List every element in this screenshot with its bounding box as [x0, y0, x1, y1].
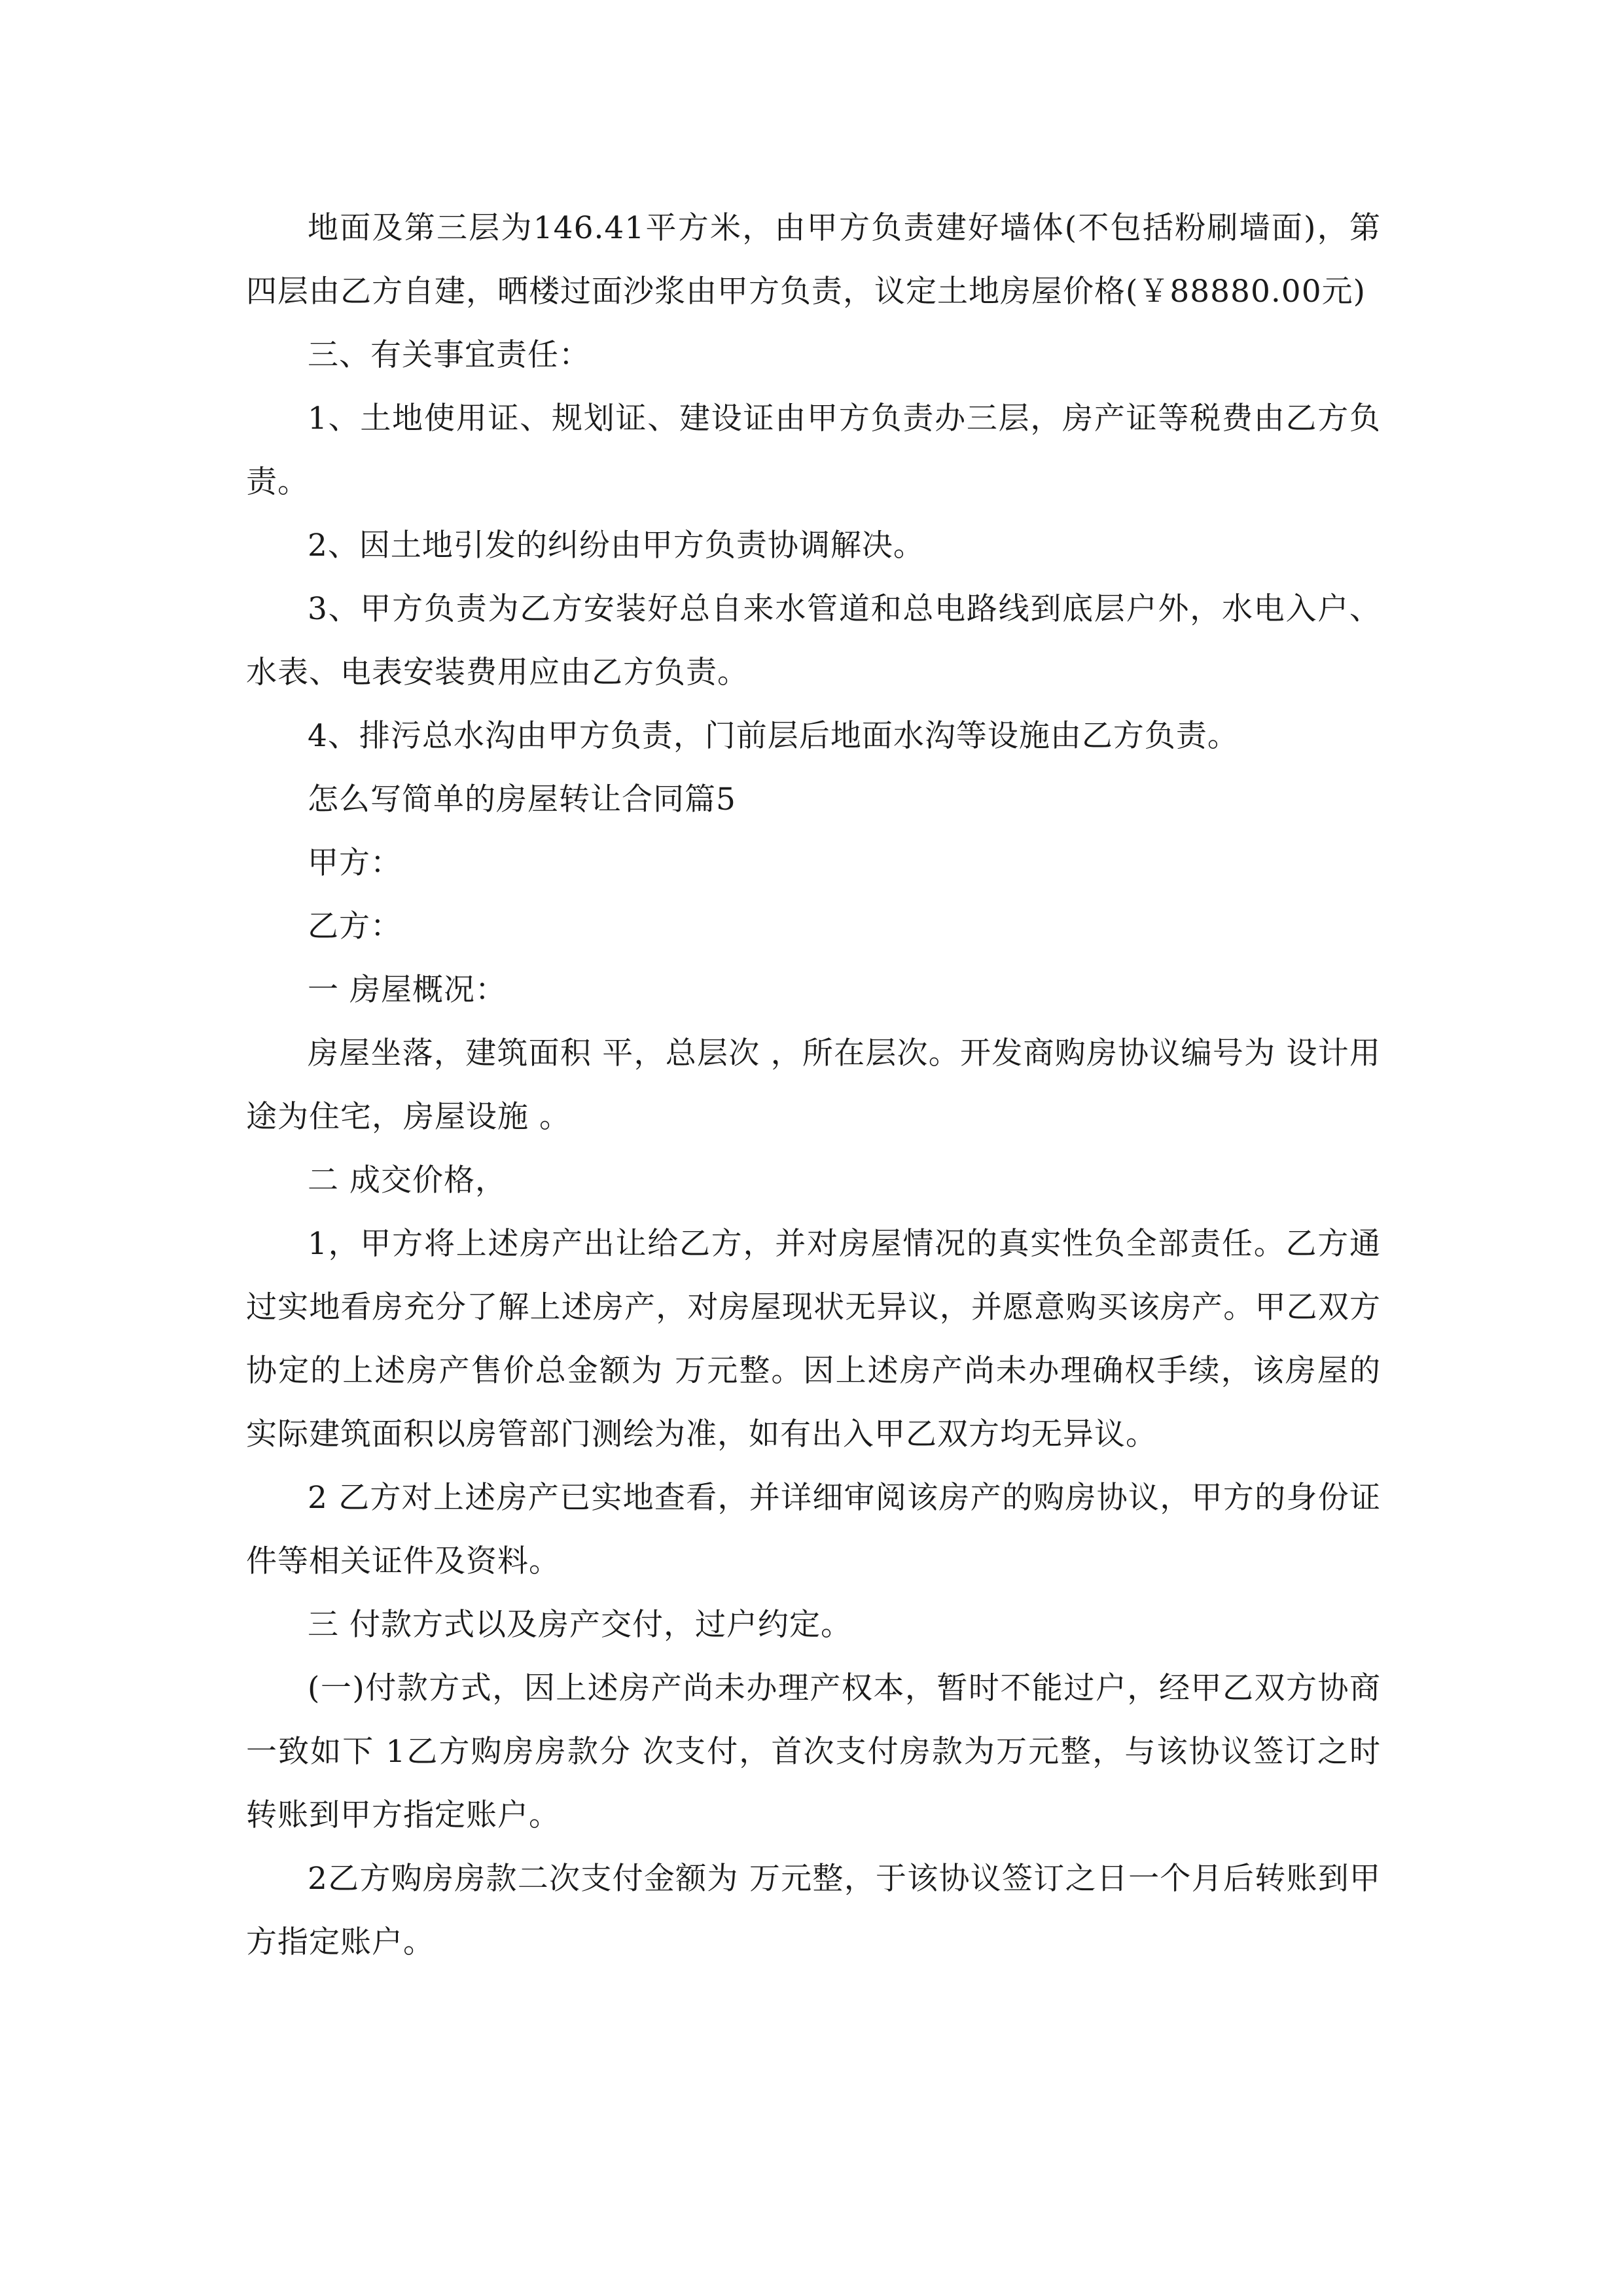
section-heading-responsibilities: 三、有关事宜责任：: [308, 337, 590, 373]
paragraph-clause-4: 4、排污总水沟由甲方负责，门前层后地面水沟等设施由乙方负责。: [308, 718, 1239, 754]
document-body: [246, 196, 1381, 1974]
section-heading-payment: 三 付款方式以及房产交付，过户约定。: [308, 1607, 852, 1643]
paragraph-payment-method: (一)付款方式，因上述房产尚未办理产权本，暂时不能过户，经甲乙双方协商一致如下 1乙方购房房款分 次支付，首次支付房款为万元整，与该协议签订之时转账到甲方指定账户。: [246, 1670, 1381, 1833]
paragraph-land-floor-price: 地面及第三层为146.41平方米，由甲方负责建好墙体(不包括粉刷墙面)，第四层由乙方自建，晒楼过面沙浆由甲方负责，议定土地房屋价格(￥88880.00元): [246, 210, 1381, 310]
article-title: 怎么写简单的房屋转让合同篇5: [308, 781, 736, 817]
section-heading-house-overview: 一 房屋概况：: [308, 972, 507, 1008]
paragraph-house-overview: 房屋坐落，建筑面积 平，总层次 ，所在层次。开发商购房协议编号为 设计用途为住宅，房屋设施 。: [246, 1035, 1381, 1135]
paragraph-clause-2: 2、因土地引发的纠纷由甲方负责协调解决。: [308, 528, 925, 564]
section-heading-price: 二 成交价格，: [308, 1162, 507, 1198]
paragraph-payment-second: 2乙方购房房款二次支付金额为 万元整，于该协议签订之日一个月后转账到甲方指定账户。: [246, 1861, 1381, 1960]
party-b-label: 乙方：: [308, 908, 402, 944]
paragraph-clause-1: 1、土地使用证、规划证、建设证由甲方负责办三层，房产证等税费由乙方负责。: [246, 401, 1381, 500]
paragraph-price-1: 1，甲方将上述房产出让给乙方，并对房屋情况的真实性负全部责任。乙方通过实地看房充分了解上述房产，对房屋现状无异议，并愿意购买该房产。甲乙双方协定的上述房产售价总金额为 万元整。因上述房产尚未办理确权手续，该房屋的实际建筑面积以房管部门测绘为准，如有出入甲乙双方均无异议。: [246, 1226, 1381, 1452]
paragraph-price-2: 2 乙方对上述房产已实地查看，并详细审阅该房产的购房协议，甲方的身份证件等相关证件及资料。: [246, 1480, 1381, 1579]
paragraph-clause-3: 3、甲方负责为乙方安装好总自来水管道和总电路线到底层户外，水电入户、水表、电表安装费用应由乙方负责。: [246, 591, 1381, 691]
party-a-label: 甲方：: [308, 845, 402, 881]
